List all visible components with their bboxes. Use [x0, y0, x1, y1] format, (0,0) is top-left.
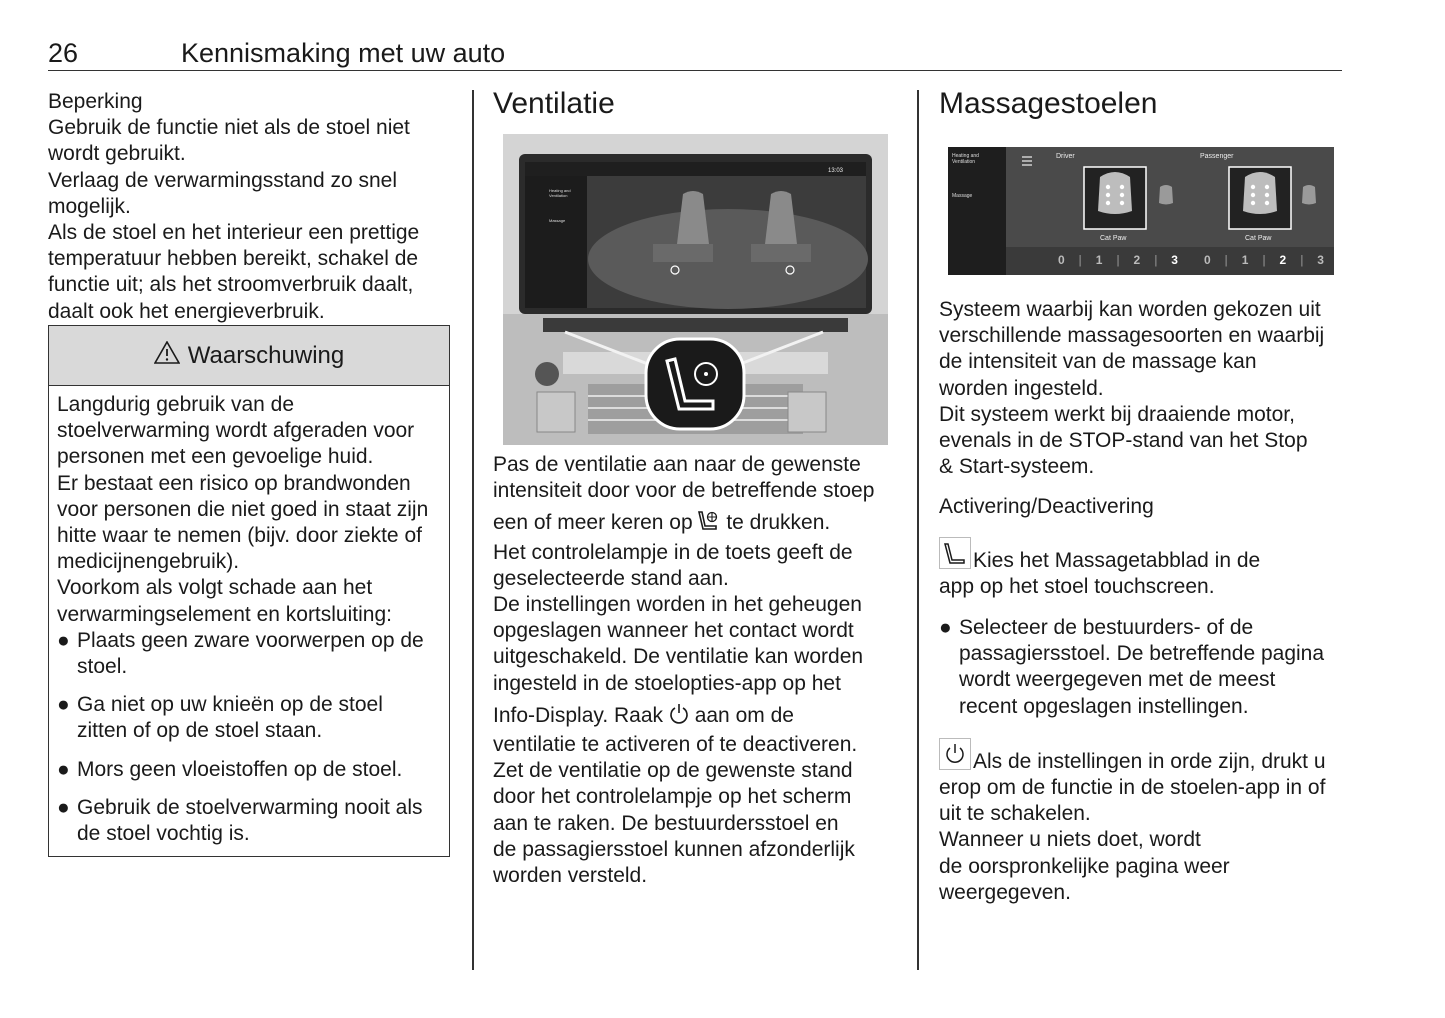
bullet-icon: ● — [57, 757, 70, 781]
text-fragment: Info-Display. Raak — [493, 703, 664, 727]
text-line: mogelijk. — [48, 194, 131, 218]
text-line: temperatuur hebben bereikt, schakel de — [48, 247, 419, 271]
text-line: & Start-systeem. — [939, 455, 1095, 479]
text-line: stoel. — [77, 655, 128, 679]
text-line — [939, 775, 1344, 801]
screen-clock: 13:03 — [828, 168, 844, 174]
text-line — [939, 574, 1344, 600]
text-line: zitten of op de stoel staan. — [77, 719, 323, 743]
text-fragment: een of meer keren op — [493, 511, 693, 535]
list-item — [57, 795, 441, 847]
power-icon — [939, 738, 971, 770]
text-line: uitgeschakeld. De ventilatie kan worden — [493, 645, 864, 669]
text-fragment: te drukken. — [726, 511, 831, 535]
text-line: evenals in de STOP-stand van het Stop — [939, 429, 1308, 453]
level-option-selected[interactable]: 2 — [1279, 253, 1287, 267]
text-line: Gebruik de stoelverwarming nooit als — [77, 795, 423, 819]
text-line: daalt ook het energieverbruik. — [48, 299, 325, 323]
column-divider-1 — [472, 90, 474, 970]
warning-header — [49, 326, 449, 386]
driver-label: Driver — [1056, 153, 1075, 160]
text-line: Het controlelampje in de toets geeft de — [493, 540, 853, 564]
text-fragment: aan om de — [694, 703, 794, 727]
warning-box — [48, 325, 450, 857]
warning-title: Waarschuwing — [187, 341, 345, 369]
text-line: Zet de ventilatie op de gewenste stand — [493, 759, 853, 783]
passenger-level-selector: 0 | 1 | 2 | 3 — [1204, 253, 1324, 267]
text-fragment: erop om de functie in de — [939, 776, 1171, 800]
warning-body — [49, 386, 449, 847]
level-option-selected[interactable]: 3 — [1171, 253, 1178, 267]
text-line: verwarmingselement en kortsluiting: — [57, 602, 392, 626]
text-line: de stoel vochtig is. — [77, 822, 250, 846]
text-line: recent opgeslagen instellingen. — [959, 694, 1249, 718]
text-line: wordt weergegeven met de meest — [959, 668, 1276, 692]
text-line: personen met een gevoelige huid. — [57, 445, 374, 469]
text-line: passagiersstoel. De betreffende pagina — [959, 642, 1325, 666]
list-item — [939, 615, 1344, 720]
text-line: Er bestaat een risico op brandwonden — [57, 471, 411, 495]
ventilation-figure — [503, 134, 888, 445]
text-line: de passagiersstoel kunnen afzonderlijk — [493, 837, 855, 861]
text-line: worden versteld. — [493, 864, 648, 888]
bullet-icon: ● — [939, 616, 952, 640]
text-line — [493, 703, 903, 732]
seat-ventilation-icon — [698, 510, 720, 539]
text-line: aan te raken. De bestuurdersstoel en — [493, 811, 839, 835]
text-line: de oorspronkelijke pagina weer — [939, 854, 1230, 878]
passenger-mode-label: Cat Paw — [1245, 235, 1272, 242]
text-line — [939, 537, 1344, 574]
text-line: De instellingen worden in het geheugen — [493, 593, 862, 617]
text-fragment: -app in of — [1237, 776, 1326, 800]
list-item — [57, 628, 441, 680]
text-line: Verlaag de verwarmingsstand zo snel — [48, 168, 398, 192]
level-option[interactable]: 0 — [1204, 253, 1211, 267]
text-fragment: tabblad in de — [1139, 548, 1261, 572]
subheading-activering: Activering/Deactivering — [939, 495, 1154, 519]
subheading-beperking: Beperking — [48, 90, 143, 113]
text-line: Gebruik de functie niet als de stoel niet — [48, 116, 410, 140]
seat-icon — [939, 537, 971, 569]
text-line: medicijnengebruik). — [57, 550, 240, 574]
bullet-icon: ● — [57, 795, 70, 819]
text-fragment: Als de instellingen in orde zijn, drukt u — [973, 749, 1326, 773]
dashboard-illustration — [503, 134, 888, 445]
text-line: Selecteer de bestuurders- of de — [959, 616, 1254, 640]
text-line: Voorkom als volgt schade aan het — [57, 576, 373, 600]
level-option[interactable]: 1 — [1095, 253, 1103, 267]
page-header — [48, 38, 1342, 71]
passenger-label: Passenger — [1200, 153, 1234, 160]
column-2 — [493, 452, 903, 889]
text-line — [939, 738, 1344, 775]
text-line: Als de stoel en het interieur een prettige — [48, 221, 420, 245]
bold-fragment: Massage — [1054, 548, 1140, 572]
bold-fragment: stoel — [1044, 574, 1089, 598]
section-title-massagestoelen: Massagestoelen — [939, 87, 1158, 120]
chapter-title: Kennismaking met uw auto — [181, 38, 506, 68]
text-line: wordt gebruikt. — [48, 142, 186, 166]
level-option[interactable]: 1 — [1241, 253, 1249, 267]
text-line: ingesteld in de stoelopties-app op het — [493, 671, 841, 695]
text-line: Dit systeem werkt bij draaiende motor, — [939, 402, 1295, 426]
text-line: Pas de ventilatie aan naar de gewenste — [493, 453, 861, 476]
text-line: geselecteerde stand aan. — [493, 566, 729, 590]
page-number: 26 — [48, 38, 79, 68]
level-option[interactable]: 0 — [1058, 253, 1065, 267]
text-line: weergegeven. — [939, 880, 1071, 904]
bold-fragment: stoelen — [1170, 776, 1238, 800]
text-line: voor personen die niet goed in staat zijn — [57, 497, 429, 521]
bullet-icon: ● — [57, 628, 70, 652]
screen-menu-massage: Massage — [952, 193, 973, 199]
text-fragment: Kies het — [973, 548, 1055, 572]
bullet-icon: ● — [57, 693, 70, 717]
screen-menu-heating: Heating and Ventilation — [952, 153, 979, 165]
level-option[interactable]: 2 — [1133, 253, 1141, 267]
text-fragment: touchscreen. — [1088, 574, 1215, 598]
power-icon — [669, 703, 689, 732]
text-line: worden ingesteld. — [939, 376, 1104, 400]
section-title-ventilatie: Ventilatie — [493, 87, 615, 120]
screen-menu-heating: Heating and Ventilation — [549, 188, 571, 198]
text-line: de intensiteit van de massage kan — [939, 350, 1257, 374]
text-line: Systeem waarbij kan worden gekozen uit — [939, 298, 1321, 321]
text-fragment: app op het — [939, 574, 1045, 598]
warning-triangle-icon — [154, 341, 180, 371]
list-item — [57, 757, 441, 783]
text-line: intensiteit door voor de betreffende stoep — [493, 479, 875, 503]
text-line: uit te schakelen. — [939, 802, 1091, 826]
text-line: ventilatie te activeren of te deactiveren. — [493, 733, 858, 757]
text-line — [493, 510, 903, 539]
driver-mode-label: Cat Paw — [1100, 235, 1127, 242]
column-divider-2 — [917, 90, 919, 970]
column-3 — [939, 297, 1344, 906]
list-item — [57, 692, 441, 744]
driver-level-selector: 0 | 1 | 2 | 3 — [1058, 253, 1178, 267]
text-line: verschillende massagesoorten en waarbij — [939, 324, 1325, 348]
text-line: opgeslagen wanneer het contact wordt — [493, 619, 854, 643]
text-line: hitte waar te nemen (bijv. door ziekte of — [57, 524, 422, 548]
text-line: Langdurig gebruik van de — [57, 393, 295, 416]
text-line: stoelverwarming wordt afgeraden voor — [57, 419, 415, 443]
text-line: Plaats geen zware voorwerpen op de — [77, 628, 424, 652]
column-1 — [48, 89, 458, 325]
text-line: Mors geen vloeistoffen op de stoel. — [77, 757, 403, 781]
screen-menu-massage: Massage — [549, 218, 566, 223]
text-line: functie uit; als het stroomverbruik daalt, — [48, 273, 414, 297]
text-line: Ga niet op uw knieën op de stoel — [77, 693, 383, 717]
text-line: Wanneer u niets doet, wordt — [939, 828, 1201, 852]
massage-screen-figure — [948, 147, 1334, 275]
text-line: door het controlelampje op het scherm — [493, 785, 852, 809]
level-option[interactable]: 3 — [1317, 253, 1324, 267]
